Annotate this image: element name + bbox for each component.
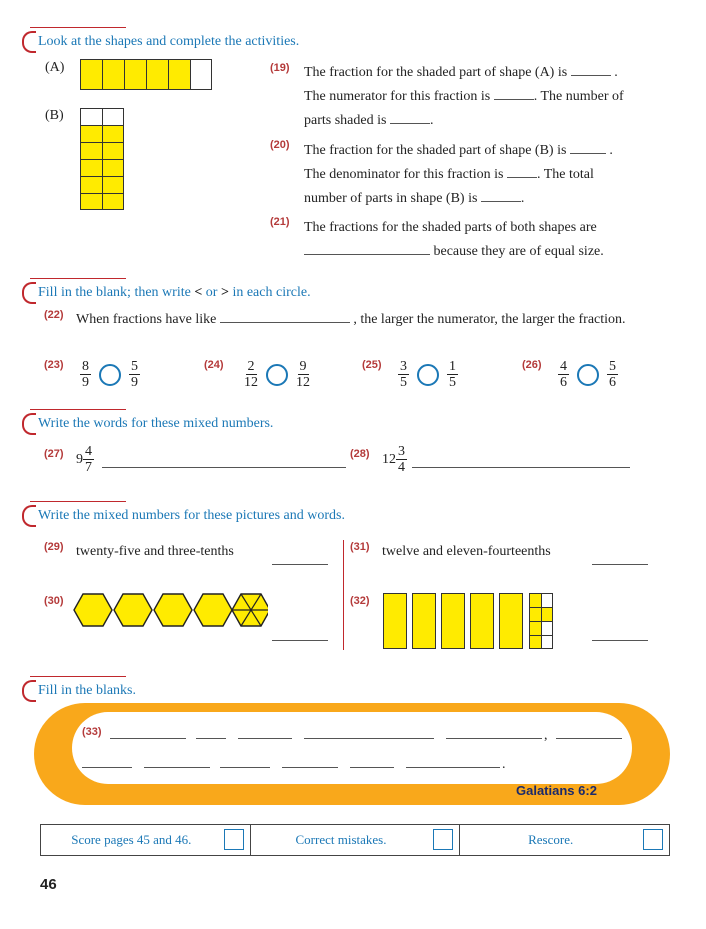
answer-line[interactable]	[304, 738, 434, 739]
shape-b-part	[80, 125, 103, 143]
shape-a-part	[146, 59, 169, 90]
shape-b-part	[102, 159, 124, 177]
mixed-number-27: 9 $\frac{4}{7}$	[76, 444, 92, 475]
rectangle-picture	[383, 593, 553, 649]
answer-line[interactable]	[144, 767, 210, 768]
whole-rectangle	[499, 593, 523, 649]
answer-line[interactable]	[196, 738, 226, 739]
question-number: (31)	[350, 541, 370, 553]
answer-line[interactable]	[446, 738, 542, 739]
whole-rectangle	[441, 593, 465, 649]
divider	[343, 540, 344, 650]
shape-b-part	[80, 142, 103, 160]
whole-hexagon	[154, 594, 192, 626]
shape-b-part	[80, 108, 103, 126]
checkbox[interactable]	[643, 829, 663, 850]
score-bar	[40, 824, 670, 856]
shape-b-part	[102, 176, 124, 194]
whole-rectangle	[383, 593, 407, 649]
compare-circle[interactable]	[577, 364, 599, 386]
shape-b-part	[80, 193, 103, 210]
whole-rectangle	[412, 593, 436, 649]
answer-line[interactable]	[272, 640, 328, 641]
question-number: (20)	[270, 139, 290, 151]
shape-a	[80, 59, 212, 90]
question-22: When fractions have like , the larger the numerator, the larger the fraction.	[76, 312, 626, 327]
question-number: (33)	[82, 726, 102, 738]
compare-row: (23) $\frac{8}{9}$ $\frac{5}{9}$ (24) $\frac{2}{12}$ $\frac{9}{12}$ (25) $\frac{3}{5}$ $\frac{1}{5}$ (26) $\frac{4}{6}$ $\frac{5}{6}$	[44, 359, 616, 390]
question-number: (32)	[350, 595, 370, 607]
answer-line[interactable]	[110, 738, 186, 739]
answer-line[interactable]	[82, 767, 132, 768]
shape-b-part	[102, 193, 124, 210]
question-20: The fraction for the shaded part of shape (B) is . The denominator for this fraction is . The total number of parts in shape (B) is .	[304, 143, 613, 206]
shape-a-part	[80, 59, 103, 90]
page-number: 46	[40, 876, 57, 893]
answer-line[interactable]	[406, 767, 500, 768]
shape-b-part	[102, 108, 124, 126]
answer-blank[interactable]	[390, 111, 430, 124]
answer-line[interactable]	[272, 564, 328, 565]
answer-line[interactable]	[220, 767, 270, 768]
compare-circle[interactable]	[99, 364, 121, 386]
question-number: (30)	[44, 595, 64, 607]
shape-b-part	[80, 159, 103, 177]
partial-rectangle	[529, 593, 553, 649]
checkbox[interactable]	[433, 829, 453, 850]
shape-b-part	[102, 125, 124, 143]
compare-item: $\frac{2}{12}$ $\frac{9}{12}$	[244, 359, 310, 390]
answer-line[interactable]	[238, 738, 292, 739]
whole-rectangle	[470, 593, 494, 649]
compare-item: $\frac{3}{5}$ $\frac{1}{5}$	[400, 359, 456, 390]
answer-blank[interactable]	[481, 189, 521, 202]
question-number: (28)	[350, 448, 370, 460]
section-header-words: Write the words for these mixed numbers.	[22, 413, 273, 435]
question-number: (21)	[270, 216, 290, 228]
shape-b-part	[102, 142, 124, 160]
section-header-blanks: Fill in the blanks.	[22, 680, 136, 702]
shape-b	[80, 108, 124, 210]
question-number: (22)	[44, 309, 64, 321]
shape-b-part	[80, 176, 103, 194]
answer-blank[interactable]	[507, 165, 537, 178]
answer-line[interactable]	[592, 640, 648, 641]
section-header-shapes: Look at the shapes and complete the activities.	[22, 31, 299, 53]
hexagon-picture	[72, 592, 268, 628]
section-header-compare: Fill in the blank; then write < or > in each circle.	[22, 282, 311, 304]
verse-reference: Galatians 6:2	[516, 783, 597, 798]
correct-cell: Correct mistakes.	[251, 825, 461, 855]
answer-line[interactable]	[102, 467, 346, 468]
compare-circle[interactable]	[266, 364, 288, 386]
compare-item: $\frac{4}{6}$ $\frac{5}{6}$	[560, 359, 616, 390]
answer-line[interactable]	[412, 467, 630, 468]
question-number: (27)	[44, 448, 64, 460]
answer-blank[interactable]	[494, 87, 534, 100]
answer-line[interactable]	[556, 738, 622, 739]
question-19: The fraction for the shaded part of shape (A) is . The numerator for this fraction is . The number of parts shaded is .	[304, 65, 624, 128]
answer-blank[interactable]	[304, 242, 430, 255]
answer-blank[interactable]	[220, 310, 350, 323]
question-number: (29)	[44, 541, 64, 553]
section-header-mixed: Write the mixed numbers for these pictures and words.	[22, 505, 345, 527]
shape-a-part	[190, 59, 212, 90]
shape-a-part	[168, 59, 191, 90]
verse-banner-inner	[72, 712, 632, 784]
score-cell: Score pages 45 and 46.	[41, 825, 251, 855]
answer-line[interactable]	[282, 767, 338, 768]
question-21: The fractions for the shaded parts of both shapes are because they are of equal size.	[304, 220, 604, 259]
shape-b-label: (B)	[45, 108, 64, 123]
answer-line[interactable]	[592, 564, 648, 565]
whole-hexagon	[74, 594, 112, 626]
shape-a-part	[102, 59, 125, 90]
partial-hexagon	[232, 594, 268, 626]
question-31-text: twelve and eleven-fourteenths	[382, 544, 551, 559]
rescore-cell: Rescore.	[460, 825, 669, 855]
whole-hexagon	[114, 594, 152, 626]
checkbox[interactable]	[224, 829, 244, 850]
answer-blank[interactable]	[571, 63, 611, 76]
mixed-number-28: 12 $\frac{3}{4}$	[382, 444, 405, 475]
shape-a-label: (A)	[45, 60, 65, 75]
question-29-text: twenty-five and three-tenths	[76, 544, 234, 559]
shape-a-part	[124, 59, 147, 90]
question-number: (19)	[270, 62, 290, 74]
answer-blank[interactable]	[570, 141, 606, 154]
answer-line[interactable]	[350, 767, 394, 768]
whole-hexagon	[194, 594, 232, 626]
compare-circle[interactable]	[417, 364, 439, 386]
compare-item: $\frac{8}{9}$ $\frac{5}{9}$	[82, 359, 138, 390]
